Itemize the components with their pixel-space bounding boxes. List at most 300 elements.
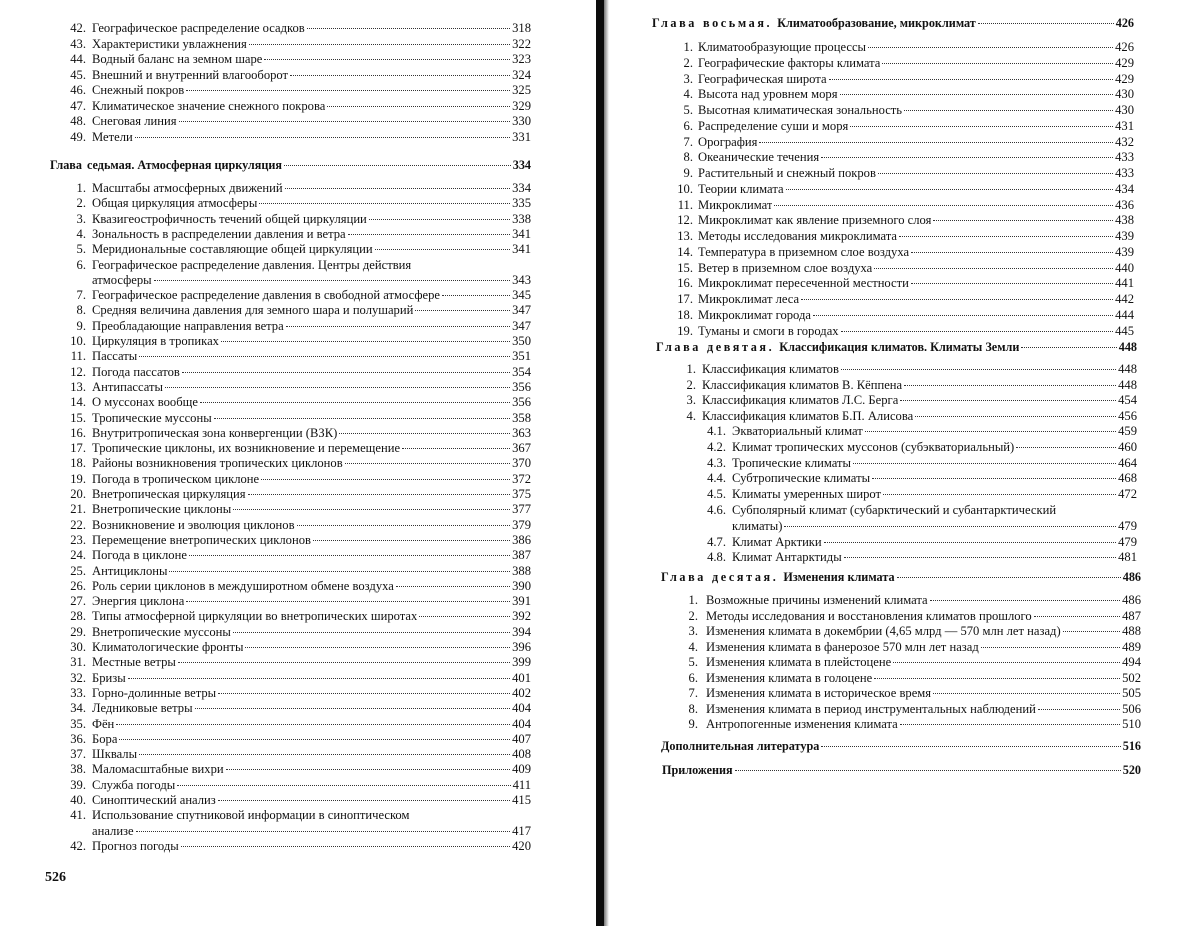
toc-entry — [664, 686, 1141, 701]
toc-entry-number: 16. — [70, 425, 86, 440]
toc-entry-title: Географическое распределение давления. Центры действия — [92, 257, 412, 272]
toc-page-number: 322 — [512, 36, 531, 51]
dot-leader — [177, 785, 510, 786]
toc-entry — [655, 213, 1134, 228]
toc-entry-title: Метели — [92, 129, 133, 144]
dot-leader — [911, 252, 1113, 253]
toc-entry-number: 17. — [70, 441, 86, 456]
toc-entry — [655, 40, 1134, 55]
toc-entry — [52, 732, 531, 747]
further-reading — [661, 739, 1141, 754]
toc-entry-title: Климаты умеренных широт — [732, 487, 882, 502]
toc-entry-title: Маломасштабные вихри — [92, 762, 224, 777]
toc-entry — [655, 324, 1134, 339]
toc-page-number: 430 — [1115, 87, 1134, 102]
right-page — [610, 0, 1200, 926]
chapter-ordinal: восьмая. — [703, 16, 773, 30]
toc-page-number: 459 — [1118, 424, 1137, 438]
toc-page-number: 506 — [1122, 701, 1141, 716]
chapter-ordinal: девятая. — [707, 340, 775, 354]
toc-entry-number: 35. — [70, 716, 86, 731]
dot-leader — [813, 315, 1113, 316]
toc-entry — [52, 130, 531, 145]
toc-entry-number: 6. — [683, 118, 693, 133]
toc-entry — [690, 440, 1137, 455]
appendices-page: 520 — [1122, 763, 1141, 777]
dot-leader — [1034, 616, 1120, 617]
toc-page-number: 430 — [1115, 103, 1134, 117]
toc-entry-title: Изменения климата в фанерозое 570 млн лет назад — [706, 639, 979, 654]
toc-page-number: 429 — [1115, 55, 1134, 70]
toc-entry-number: 4.3. — [707, 455, 726, 470]
toc-page-number: 454 — [1118, 393, 1137, 407]
toc-entry — [664, 640, 1141, 655]
toc-entry — [52, 441, 531, 456]
toc-entry-title: Ледниковые ветры — [92, 701, 193, 716]
toc-entry-number: 29. — [70, 624, 86, 639]
dot-leader — [841, 331, 1114, 332]
toc-entry-title: Районы возникновения тропических циклонов — [92, 456, 343, 471]
toc-entry — [52, 212, 531, 227]
toc-entry-number: 3. — [686, 393, 696, 407]
chapter-page-number: 426 — [1115, 16, 1134, 30]
dot-leader — [930, 600, 1120, 601]
toc-entry-title: Снеговая линия — [92, 114, 177, 128]
toc-entry-number: 4. — [683, 87, 693, 102]
dot-leader — [899, 236, 1113, 237]
toc-page-number: 387 — [512, 548, 531, 563]
toc-entry-number: 38. — [70, 762, 86, 777]
toc-entry — [52, 640, 531, 655]
toc-entry-number: 4.5. — [707, 487, 726, 502]
toc-page-number: 436 — [1115, 197, 1134, 212]
toc-entry-title: Растительный и снежный покров — [698, 166, 876, 180]
toc-entry-number: 45. — [70, 67, 86, 82]
toc-page-number: 394 — [512, 624, 531, 639]
toc-entry-number: 5. — [76, 242, 86, 257]
toc-entry-title: Классификация климатов Б.П. Алисова — [702, 408, 914, 423]
dot-leader — [226, 769, 510, 770]
toc-entry-title: Высотная климатическая зональность — [698, 103, 903, 117]
dot-leader — [933, 220, 1113, 221]
chapter-word: Глава — [652, 16, 697, 30]
toc-entry-title: Перемещение внетропических циклонов — [92, 532, 311, 547]
toc-page-number: 456 — [1118, 408, 1137, 423]
toc-entry — [52, 319, 531, 334]
dot-leader — [904, 110, 1113, 111]
toc-entry-title: Средняя величина давления для земного шара и полушарий — [92, 303, 414, 318]
toc-page-number: 432 — [1115, 134, 1134, 149]
toc-entry-title: Внетропические муссоны — [92, 624, 231, 639]
toc-entry — [658, 393, 1137, 408]
toc-entry — [52, 671, 531, 686]
toc-entry-number: 49. — [70, 129, 86, 144]
toc-entry-number: 16. — [677, 276, 693, 291]
toc-entry — [690, 535, 1137, 550]
toc-entry — [52, 625, 531, 640]
toc-entry — [52, 380, 531, 395]
toc-entry — [664, 702, 1141, 717]
dot-leader — [139, 754, 510, 755]
toc-entry-number: 4.4. — [707, 471, 726, 486]
toc-entry — [52, 242, 531, 257]
toc-entry-number: 10. — [70, 334, 86, 348]
toc-page-number: 426 — [1115, 40, 1134, 54]
toc-entry-number: 2. — [688, 608, 698, 623]
dot-leader — [882, 63, 1113, 64]
toc-page-number: 417 — [512, 823, 531, 838]
toc-entry-number: 4. — [76, 226, 86, 241]
toc-entry-title: Климат Антарктиды — [732, 550, 842, 565]
toc-entry — [52, 548, 531, 563]
dot-leader — [801, 299, 1113, 300]
toc-entry-number: 9. — [76, 318, 86, 333]
toc-page-number: 431 — [1115, 118, 1134, 133]
dot-leader — [897, 577, 1121, 578]
toc-page-number: 386 — [512, 532, 531, 547]
toc-entry-title: Климат Арктики — [732, 534, 822, 549]
dot-leader — [844, 557, 1116, 558]
toc-entry — [52, 456, 531, 471]
toc-page-number: 358 — [512, 410, 531, 425]
toc-page-number: 331 — [512, 129, 531, 144]
toc-entry — [655, 150, 1134, 165]
toc-entry-first-line — [690, 503, 1056, 518]
toc-entry-number: 4.2. — [707, 439, 726, 454]
toc-page-number: 404 — [512, 701, 531, 716]
toc-entry — [655, 308, 1134, 323]
dot-leader — [259, 203, 510, 204]
toc-entry-number: 12. — [677, 213, 693, 228]
toc-entry-title: Энергия циклона — [92, 594, 185, 609]
toc-entry — [52, 655, 531, 670]
toc-entry — [52, 793, 531, 808]
toc-entry-number: 40. — [70, 793, 86, 807]
toc-entry — [655, 56, 1134, 71]
dot-leader — [245, 647, 510, 648]
toc-entry — [52, 426, 531, 441]
dot-leader — [850, 126, 1113, 127]
toc-entry-number: 1. — [683, 40, 693, 54]
toc-page-number: 392 — [512, 609, 531, 624]
dot-leader — [290, 75, 510, 76]
toc-page-number: 347 — [512, 303, 531, 318]
appendices — [662, 763, 1141, 778]
toc-entry — [52, 533, 531, 548]
toc-entry — [664, 655, 1141, 670]
dot-leader — [139, 356, 510, 357]
toc-entry-number: 32. — [70, 670, 86, 685]
toc-entry-title: Изменения климата в историческое время — [706, 686, 932, 700]
toc-entry — [690, 487, 1137, 502]
toc-entry — [655, 182, 1134, 197]
toc-entry — [52, 181, 531, 196]
toc-page-number: 350 — [512, 334, 531, 348]
toc-entry-first-line — [52, 258, 411, 273]
toc-entry — [52, 502, 531, 517]
toc-entry-number: 18. — [70, 456, 86, 471]
toc-entry-number: 2. — [683, 55, 693, 70]
toc-entry — [52, 609, 531, 624]
dot-leader — [900, 400, 1116, 401]
toc-entry — [655, 166, 1134, 181]
appendices-title: Приложения — [662, 763, 733, 777]
toc-page-number: 472 — [1118, 487, 1137, 502]
chapter-word: Глава — [50, 158, 82, 172]
dot-leader — [1021, 347, 1116, 348]
chapter-heading — [50, 158, 531, 173]
dot-leader — [419, 616, 510, 617]
toc-entry-title: Шквалы — [92, 747, 138, 762]
toc-entry-continuation — [92, 273, 531, 288]
toc-page-number: 440 — [1115, 260, 1134, 275]
toc-entry-number: 22. — [70, 517, 86, 532]
toc-entry-title: Водный баланс на земном шаре — [92, 52, 263, 66]
toc-entry-title: Классификация климатов — [702, 362, 839, 376]
dot-leader — [911, 283, 1113, 284]
toc-entry-number: 31. — [70, 655, 86, 670]
toc-entry — [52, 288, 531, 303]
toc-entry — [655, 119, 1134, 134]
dot-leader — [840, 94, 1114, 95]
toc-entry-title: Океанические течения — [698, 150, 820, 165]
toc-entry-number: 14. — [677, 244, 693, 259]
toc-page-number: 329 — [512, 98, 531, 113]
dot-leader — [248, 494, 511, 495]
toc-entry-title: Общая циркуляция атмосферы — [92, 196, 258, 211]
toc-entry-number: 11. — [677, 197, 693, 212]
dot-leader — [119, 739, 510, 740]
toc-entry-title: Фён — [92, 716, 115, 731]
toc-page-number: 402 — [512, 685, 531, 700]
toc-entry-title: Характеристики увлажнения — [92, 36, 247, 51]
toc-entry-title: Методы исследования микроклимата — [698, 229, 897, 243]
toc-page-number: 439 — [1115, 244, 1134, 259]
toc-page-number: 433 — [1115, 150, 1134, 165]
toc-entry — [658, 378, 1137, 393]
dot-leader — [396, 586, 510, 587]
toc-entry-title: Тропические муссоны — [92, 410, 212, 425]
toc-entry — [664, 717, 1141, 732]
dot-leader — [195, 708, 511, 709]
dot-leader — [853, 463, 1116, 464]
toc-entry-title: Тропические циклоны, их возникновение и перемещение — [92, 441, 401, 456]
toc-page-number: 379 — [512, 517, 531, 532]
toc-entry-title: Микроклимат — [698, 197, 773, 212]
toc-entry — [655, 87, 1134, 102]
toc-page-number: 323 — [512, 52, 531, 66]
toc-page-number: 445 — [1115, 323, 1134, 338]
toc-page-number: 356 — [512, 379, 531, 394]
toc-entry-title: Зональность в распределении давления и ветра — [92, 226, 346, 241]
toc-entry-title: Географическое распределение давления в свободной атмосфере — [92, 288, 440, 303]
toc-entry-title: Климатологические фронты — [92, 640, 244, 654]
toc-page-number: 408 — [512, 747, 531, 762]
toc-entry-number: 7. — [683, 134, 693, 149]
toc-entry-title: Субтропические климаты — [732, 471, 871, 486]
dot-leader — [821, 157, 1113, 158]
toc-entry-title: Типы атмосферной циркуляции во внетропических широтах — [92, 609, 418, 624]
dot-leader — [915, 416, 1116, 417]
toc-page-number: 390 — [512, 578, 531, 593]
dot-leader — [735, 770, 1121, 771]
toc-entry-title: Субполярный климат (субарктический и субантарктический — [732, 503, 1057, 517]
chapter-title: Изменения климата — [783, 570, 895, 584]
toc-page-number: 375 — [512, 487, 531, 501]
chapter-word: Глава — [656, 340, 701, 354]
dot-leader — [375, 249, 510, 250]
toc-entry-title: Внетропические циклоны — [92, 502, 232, 517]
toc-entry-title: Погода в тропическом циклоне — [92, 471, 260, 486]
toc-entry-first-line — [52, 808, 409, 823]
toc-entry-title: Орография — [698, 134, 758, 149]
dot-leader — [297, 525, 511, 526]
dot-leader — [249, 44, 510, 45]
dot-leader — [865, 431, 1116, 432]
toc-page-number: 439 — [1115, 229, 1134, 243]
toc-entry-number: 21. — [70, 502, 86, 517]
toc-entry — [664, 593, 1141, 608]
toc-page-number: 441 — [1115, 276, 1134, 291]
toc-entry — [655, 103, 1134, 118]
toc-entry-title: Антипассаты — [92, 379, 163, 394]
toc-page-number: 324 — [512, 67, 531, 82]
toc-entry-number: 7. — [688, 686, 698, 700]
toc-entry-title-cont: климаты) — [732, 518, 783, 533]
toc-entry-number: 3. — [683, 71, 693, 86]
toc-page-number: 409 — [512, 762, 531, 777]
toc-entry-number: 23. — [70, 532, 86, 547]
toc-entry-number: 13. — [677, 229, 693, 243]
chapter-word: Глава — [661, 570, 706, 584]
toc-entry — [655, 135, 1134, 150]
dot-leader — [169, 571, 510, 572]
toc-entry-number: 42. — [70, 838, 86, 853]
toc-page-number: 448 — [1118, 362, 1137, 376]
toc-entry — [655, 245, 1134, 260]
toc-entry — [690, 424, 1137, 439]
toc-page-number: 411 — [512, 777, 531, 792]
toc-page-number: 438 — [1115, 213, 1134, 228]
toc-entry — [664, 624, 1141, 639]
toc-entry-number: 3. — [688, 624, 698, 638]
toc-entry — [52, 365, 531, 380]
toc-page-number: 399 — [512, 655, 531, 670]
dot-leader — [786, 189, 1114, 190]
toc-entry-number: 12. — [70, 364, 86, 379]
toc-entry — [655, 198, 1134, 213]
toc-entry — [52, 227, 531, 242]
further-reading-page: 516 — [1122, 739, 1141, 753]
toc-entry — [52, 686, 531, 701]
dot-leader — [285, 188, 511, 189]
dot-leader — [933, 693, 1120, 694]
toc-entry-title: Возможные причины изменений климата — [706, 593, 928, 607]
toc-entry-title: Погода пассатов — [92, 364, 180, 379]
toc-page-number: 420 — [512, 838, 531, 853]
toc-entry — [52, 747, 531, 762]
toc-page-number: 407 — [512, 731, 531, 746]
toc-page-number: 468 — [1118, 471, 1137, 486]
dot-leader — [1063, 631, 1120, 632]
toc-entry-title: Меридиональные составляющие общей циркуляции — [92, 242, 373, 257]
toc-entry-number: 8. — [688, 701, 698, 716]
toc-entry — [52, 395, 531, 410]
toc-entry — [52, 717, 531, 732]
toc-entry — [52, 472, 531, 487]
toc-entry-number: 28. — [70, 609, 86, 624]
chapter-heading — [652, 16, 1134, 31]
chapter-title: Классификация климатов. Климаты Земли — [779, 340, 1020, 354]
dot-leader — [415, 310, 510, 311]
toc-entry-number: 42. — [70, 21, 86, 35]
dot-leader — [261, 479, 510, 480]
dot-leader — [904, 385, 1116, 386]
toc-entry-title: Антропогенные изменения климата — [706, 717, 898, 731]
toc-entry — [664, 609, 1141, 624]
dot-leader — [264, 59, 510, 60]
toc-entry-number: 25. — [70, 563, 86, 578]
dot-leader — [116, 724, 510, 725]
toc-page-number: 433 — [1115, 166, 1134, 180]
toc-page-number: 335 — [512, 196, 531, 211]
toc-page-number: 486 — [1122, 593, 1141, 607]
toc-entry-number: 15. — [677, 260, 693, 275]
toc-page-number: 341 — [512, 242, 531, 257]
toc-entry-number: 9. — [683, 166, 693, 180]
toc-entry-title: Климат тропических муссонов (субэкваториальный) — [732, 439, 1015, 454]
toc-entry-title: Внутритропическая зона конвергенции (ВЗК) — [92, 425, 338, 440]
toc-entry-title: Ветер в приземном слое воздуха — [698, 260, 873, 275]
toc-entry-title: Квазигеострофичность течений общей циркуляции — [92, 211, 367, 226]
toc-entry-title-cont: атмосферы — [92, 272, 152, 287]
toc-entry-number: 4. — [686, 408, 696, 423]
toc-page-number: 396 — [512, 640, 531, 654]
toc-page-number: 330 — [512, 114, 531, 128]
toc-page-number: 356 — [512, 395, 531, 410]
toc-page-number: 494 — [1122, 655, 1141, 669]
toc-page-number: 502 — [1122, 670, 1141, 685]
toc-page-number: 343 — [512, 272, 531, 287]
toc-entry-number: 18. — [677, 307, 693, 322]
toc-page-number: 505 — [1122, 686, 1141, 700]
toc-entry-title: Внешний и внутренний влагооборот — [92, 67, 289, 82]
dot-leader — [286, 326, 510, 327]
toc-entry — [655, 276, 1134, 291]
dot-leader — [179, 121, 511, 122]
toc-page-number: 415 — [512, 793, 531, 807]
page-number: 526 — [45, 870, 66, 885]
toc-entry-title-cont: анализе — [92, 823, 134, 838]
toc-entry — [655, 261, 1134, 276]
dot-leader — [154, 280, 511, 281]
dot-leader — [136, 831, 510, 832]
toc-entry-number: 9. — [688, 717, 698, 731]
toc-entry-title: Возникновение и эволюция циклонов — [92, 517, 295, 532]
toc-entry-number: 7. — [76, 288, 86, 303]
dot-leader — [369, 219, 510, 220]
toc-entry — [52, 196, 531, 211]
chapter-ordinal: десятая. — [712, 570, 779, 584]
toc-entry — [664, 671, 1141, 686]
toc-entry-number: 44. — [70, 52, 86, 66]
dot-leader — [759, 142, 1113, 143]
toc-entry-title: Изменения климата в голоцене — [706, 670, 873, 685]
dot-leader — [214, 418, 510, 419]
toc-page-number: 318 — [512, 21, 531, 35]
toc-entry-number: 19. — [677, 323, 693, 338]
toc-page-number: 464 — [1118, 455, 1137, 470]
